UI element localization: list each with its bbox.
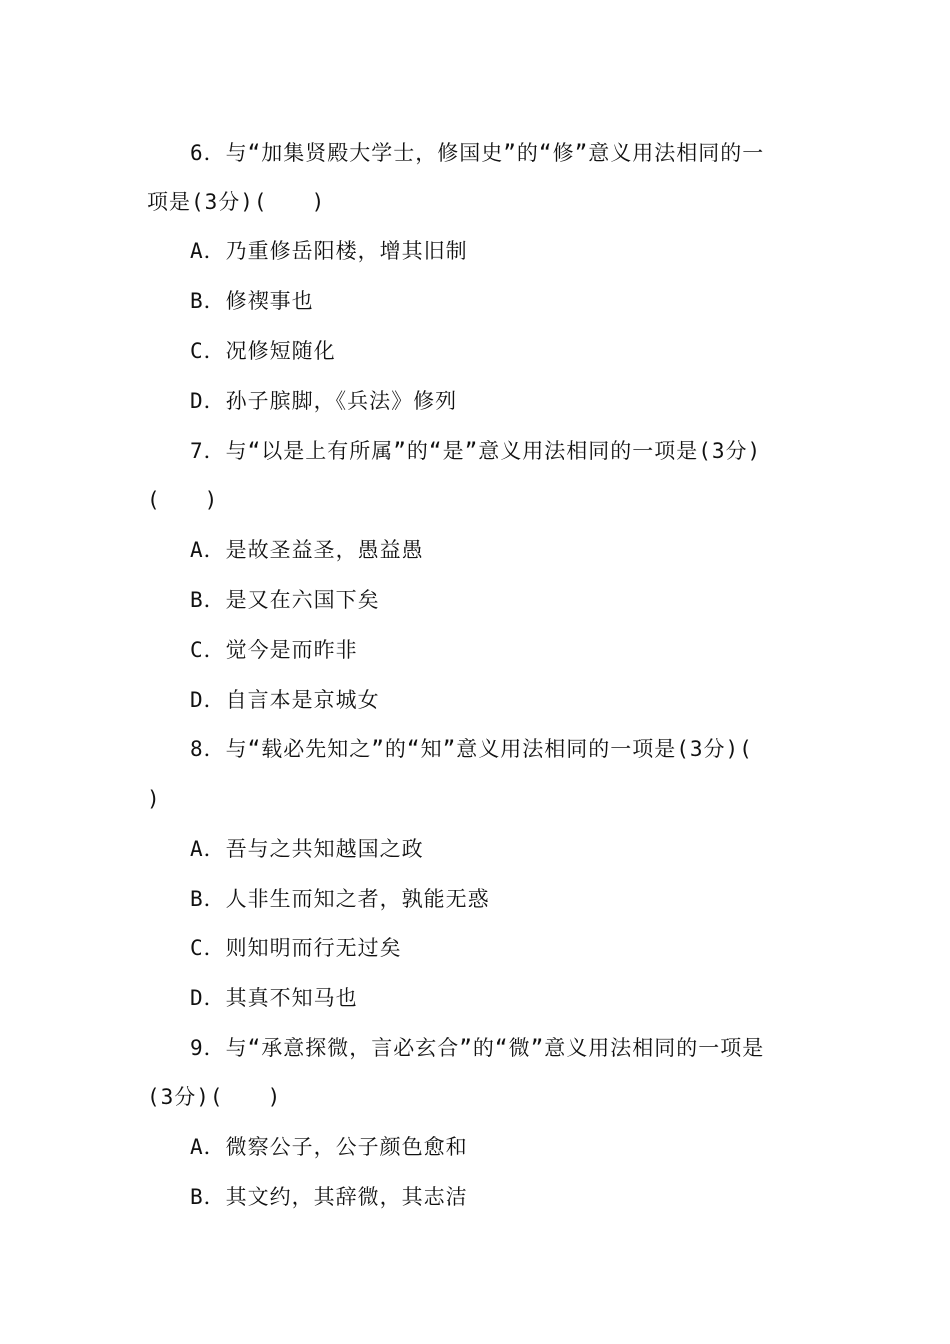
question-9-stem: 9．与“承意探微，言必玄合”的“微”意义用法相同的一项是 [190, 1036, 765, 1060]
question-7-option-d: D．自言本是京城女 [190, 688, 380, 712]
question-6-option-a: A．乃重修岳阳楼，增其旧制 [190, 239, 468, 263]
question-9-option-b: B．其文约，其辞微，其志洁 [190, 1185, 468, 1209]
question-7-stem-cont: ( ) [147, 488, 219, 512]
question-7-option-a: A．是故圣益圣，愚益愚 [190, 538, 424, 562]
question-8-option-d: D．其真不知马也 [190, 986, 358, 1010]
question-7-option-b: B．是又在六国下矣 [190, 588, 380, 612]
question-6-stem: 6．与“加集贤殿大学士，修国史”的“修”意义用法相同的一 [190, 141, 765, 165]
question-6-stem-cont: 项是(3分)( ) [147, 190, 326, 214]
question-7-stem: 7．与“以是上有所属”的“是”意义用法相同的一项是(3分) [190, 439, 762, 463]
question-6-option-d: D．孙子膑脚，《兵法》修列 [190, 389, 458, 413]
question-8-option-b: B．人非生而知之者，孰能无惑 [190, 887, 490, 911]
question-9-stem-cont: (3分)( ) [147, 1085, 282, 1109]
question-9-option-a: A．微察公子，公子颜色愈和 [190, 1135, 468, 1159]
question-6-option-b: B．修禊事也 [190, 289, 314, 313]
question-8-stem-cont: ) [147, 787, 161, 811]
question-8-stem: 8．与“载必先知之”的“知”意义用法相同的一项是(3分)( [190, 737, 753, 761]
question-6-option-c: C．况修短随化 [190, 339, 336, 363]
question-8-option-c: C．则知明而行无过矣 [190, 936, 402, 960]
question-8-option-a: A．吾与之共知越国之政 [190, 837, 424, 861]
question-7-option-c: C．觉今是而昨非 [190, 638, 358, 662]
